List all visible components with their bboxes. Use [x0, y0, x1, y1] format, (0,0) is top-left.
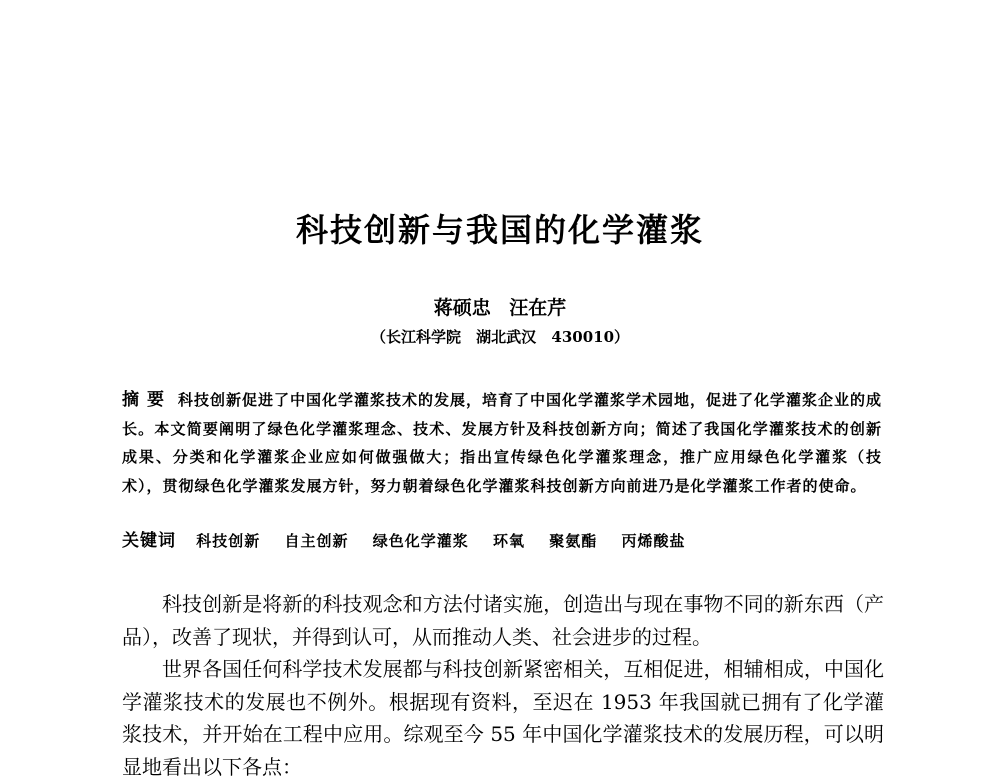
keyword-item: 科技创新 [196, 532, 261, 550]
affiliation-line: （长江科学院 湖北武汉 430010） [370, 328, 630, 346]
abstract-label: 摘要 [122, 390, 172, 410]
abstract-block [122, 386, 882, 500]
keywords-block [122, 527, 882, 555]
keyword-item: 自主创新 [284, 532, 349, 550]
keyword-item: 绿色化学灌浆 [372, 532, 469, 550]
author-line: 蒋硕忠 汪在芹 [433, 297, 567, 319]
abstract-text: 科技创新促进了中国化学灌浆技术的发展，培育了中国化学灌浆学术园地，促进了化学灌浆企业的成长。本文简要阐明了绿色化学灌浆理念、技术、发展方针及科技创新方向；简述了我国化学灌浆技术的创新成果、分类和化学灌浆企业应如何做强做大；指出宣传绿色化学灌浆理念，推广应用绿色化学灌浆（技术），贯彻绿色化学灌浆发展方针，努力朝着绿色化学灌浆科技创新方向前进乃是化学灌浆工作者的使命。 [122, 391, 883, 495]
keywords-label: 关键词 [122, 531, 176, 551]
keyword-item: 聚氨酯 [549, 532, 598, 550]
paper-title: 科技创新与我国的化学灌浆 [295, 211, 704, 249]
body-paragraph: 世界各国任何科学技术发展都与科技创新紧密相关，互相促进，相辅相成，中国化学灌浆技术的发展也不例外。根据现有资料，至迟在 1953 年我国就已拥有了化学灌浆技术，并开始在工程中应用。综观至今 55 年中国化学灌浆技术的发展历程，可以明显地看出以下各点： [122, 657, 884, 779]
body-paragraph: 科技创新是将新的科技观念和方法付诸实施，创造出与现在事物不同的新东西（产品），改善了现状，并得到认可，从而推动人类、社会进步的过程。 [122, 592, 884, 649]
body-text [122, 588, 884, 783]
keyword-item: 环氧 [492, 532, 525, 550]
keyword-item: 丙烯酸盐 [621, 532, 686, 550]
